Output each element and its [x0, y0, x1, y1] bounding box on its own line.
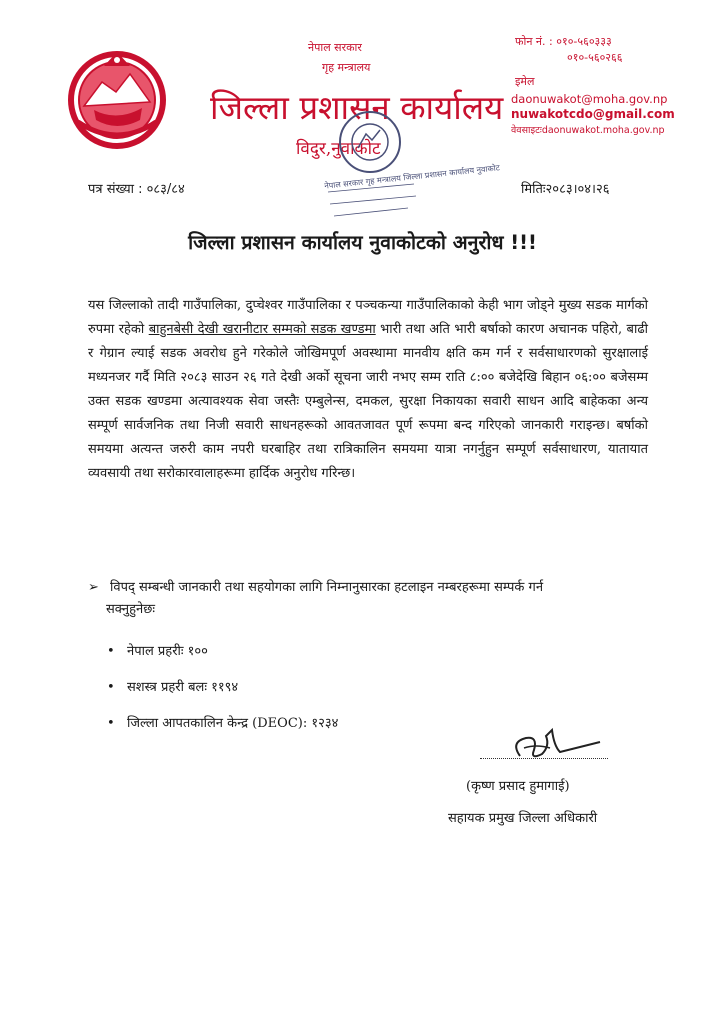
- hotline-notice: [88, 577, 648, 621]
- body-text-part-1: यस जिल्लाको तादी गाउँपालिका, दुप्चेश्वर गाउँपालिका र पञ्चकन्या गाउँपालिकाको केही भाग जोड्ने मुख्य सडक मार्गको रुपमा रहेको: [88, 298, 648, 337]
- office-stamp: [318, 100, 501, 225]
- reference-number: पत्र संख्या : ०८३/८४: [88, 182, 185, 197]
- phone-label: फोन नं. :: [515, 35, 553, 48]
- nepal-government-emblem: [64, 44, 170, 152]
- signature-line: [480, 758, 608, 759]
- notice-line-1: विपद् सम्बन्धी जानकारी तथा सहयोगका लागि निम्नानुसारका हटलाइन नम्बरहरूमा सम्पर्क गर्न: [110, 580, 544, 595]
- bullet-icon: •: [107, 716, 115, 731]
- arrow-bullet-icon: ➢: [88, 580, 99, 595]
- office-place: विदुर,नुवाकोट: [296, 139, 381, 159]
- signatory-name: (कृष्ण प्रसाद हुमागाई): [466, 779, 570, 794]
- email-address-2[interactable]: nuwakotcdo@gmail.com: [511, 107, 675, 121]
- hotline-armed-police: सशस्त्र प्रहरी बलः ११९४: [127, 680, 239, 695]
- body-text-part-2: भारी तथा अति भारी बर्षाको कारण अचानक पहिरो, बाढी र गेग्रान ल्याई सडक अवरोध हुने गरेकोले जोखिमपूर्ण अवस्थामा मानवीय क्षति कम गर्न र सर्वसाधारणको सुरक्षालाई मध्यनजर गर्दै मिति २०८३ साउन २६ गते देखी अर्को सूचना जारी नभए सम्म राति ८:०० बजेदेखि बिहान ०६:०० बजेसम्म उक्त सडक खण्डमा अत्यावश्यक सेवा जस्तैः एम्बुलेन्स, दमकल, सुरक्षा निकायका सवारी साधन आदि बाहेकका अन्य सम्पूर्ण सार्वजनिक तथा निजी सवारी साधनहरूको आवतजावत पूर्ण रूपमा बन्द गरिएको जानकारी गराइन्छ। बर्षाको समयमा अत्यन्त जरुरी काम नपरी घरबाहिर तथा रात्रिकालिन समयमा यात्रा नगर्नुहुन सम्पूर्ण सर्वसाधारण, यातायात व्यवसायी तथा सरोकारवालाहरूमा हार्दिक अनुरोध गरिन्छ।: [88, 322, 649, 481]
- letter-date: मितिः२०८३।०४।२६: [521, 182, 610, 197]
- phone-number-2: ०१०-५६०२६६: [567, 51, 623, 64]
- phone-number-1: ०१०-५६०३३३: [556, 35, 612, 48]
- phone-block: [515, 34, 622, 66]
- ministry-label: गृह मन्त्रालय: [322, 61, 371, 74]
- hotline-police: नेपाल प्रहरीः १००: [127, 644, 208, 659]
- hotline-deoc: जिल्ला आपतकालिन केन्द्र (DEOC): १२३४: [127, 716, 339, 731]
- signatory-title: सहायक प्रमुख जिल्ला अधिकारी: [448, 811, 598, 826]
- email-label: इमेल: [515, 75, 535, 88]
- bullet-icon: •: [107, 644, 115, 659]
- notice-body: [88, 294, 648, 486]
- list-item: [107, 634, 338, 670]
- office-title: जिल्ला प्रशासन कार्यालय: [210, 88, 504, 127]
- notice-heading: जिल्ला प्रशासन कार्यालय नुवाकोटको अनुरोध !!!: [188, 231, 537, 254]
- handwritten-signature: [480, 726, 610, 770]
- notice-line-2: सक्नुहुनेछः: [106, 602, 155, 617]
- body-road-section: बाहुनबेसी देखी खरानीटार सम्मको सडक खण्डमा: [148, 322, 376, 337]
- list-item: [107, 670, 338, 706]
- website-address[interactable]: वेवसाइटःdaonuwakot.moha.gov.np: [511, 125, 665, 136]
- email-address-1[interactable]: daonuwakot@moha.gov.np: [511, 92, 668, 106]
- hotline-list: [107, 634, 338, 742]
- bullet-icon: •: [107, 680, 115, 695]
- stamp-text: नेपाल सरकार गृह मन्त्रालय जिल्ला प्रशासन कार्यालय नुवाकोट: [323, 163, 501, 191]
- government-label: नेपाल सरकार: [308, 41, 362, 54]
- list-item: [107, 706, 338, 742]
